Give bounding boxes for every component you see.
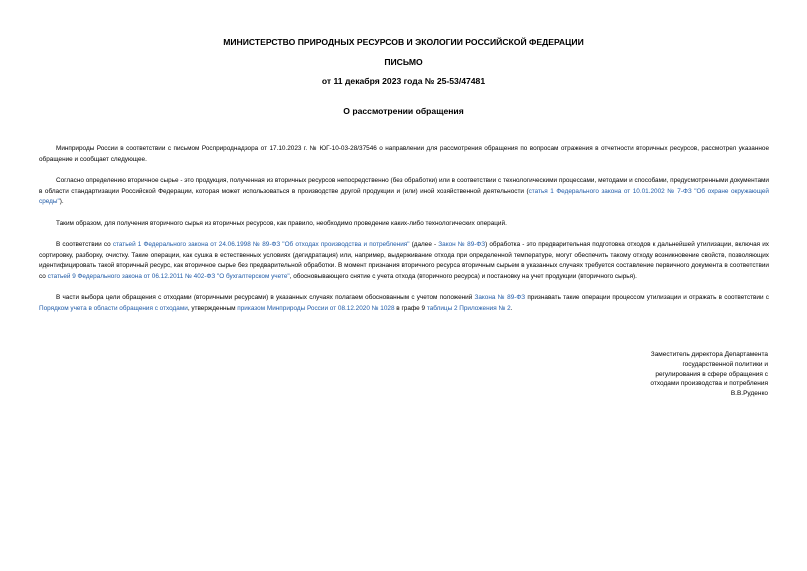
paragraph-2 bbox=[39, 176, 769, 208]
ministry-name: МИНИСТЕРСТВО ПРИРОДНЫХ РЕСУРСОВ И ЭКОЛОГИИ РОССИЙСКОЙ ФЕДЕРАЦИИ bbox=[223, 37, 584, 47]
waste-accounting-procedure-link[interactable]: Порядком учета в области обращения с отходами bbox=[39, 304, 188, 312]
paragraph-text: в графе 9 bbox=[394, 304, 427, 312]
document-date-number: от 11 декабря 2023 года № 25-53/47481 bbox=[321, 76, 486, 86]
paragraph-text: В части выбора цели обращения с отходами (вторичными ресурсами) в указанных случаях полагаем обоснованным с учетом положений bbox=[56, 294, 475, 301]
paragraph-4 bbox=[39, 240, 769, 282]
document-subject: О рассмотрении обращения bbox=[343, 106, 464, 116]
signatory-position-line: государственной политики и bbox=[682, 360, 768, 368]
paragraph-3 bbox=[39, 219, 769, 230]
paragraph-text: . bbox=[510, 304, 513, 312]
order-1028-link[interactable]: приказом Минприроды России от 08.12.2020 № 1028 bbox=[237, 304, 395, 312]
paragraph-text: ). bbox=[59, 198, 64, 205]
paragraph-text: Согласно определению вторичное сырье - это продукция, полученная из вторичных ресурсов непосредственно (без обработки) или в соответствии с технологическими процессами, методами и способами, предусмотренными документами в области стандартизации Российской Федерации, которая может использоваться в производстве другой продукции и (или) иной хозяйственной деятельности ( bbox=[39, 177, 769, 195]
law-402fz-article-9-link[interactable]: статьей 9 Федерального закона от 06.12.2011 № 402-ФЗ "О бухгалтерском учете" bbox=[47, 272, 290, 280]
signatory-position-line: отходами производства и потребления bbox=[650, 380, 768, 388]
law-89fz-link[interactable]: Закона № 89-ФЗ bbox=[474, 294, 526, 301]
paragraph-text: В соответствии со bbox=[56, 241, 113, 248]
table-2-appendix-2-link[interactable]: таблицы 2 Приложения № 2 bbox=[426, 304, 511, 312]
letter-body bbox=[39, 144, 769, 325]
signatory-position-line: регулирования в сфере обращения с bbox=[655, 370, 768, 378]
law-7fz-article-1-link[interactable]: статья 1 Федерального закона от 10.01.2002 № 7-ФЗ "Об охране окружающей среды" bbox=[39, 187, 770, 205]
signature-block bbox=[598, 350, 768, 399]
paragraph-5 bbox=[39, 293, 769, 314]
paragraph-text: признавать такие операции процессом утилизации и отражать в соответствии с bbox=[525, 294, 769, 301]
law-89fz-link[interactable]: Закон № 89-ФЗ bbox=[438, 241, 486, 248]
paragraph-text: Таким образом, для получения вторичного сырья из вторичных ресурсов, как правило, необходимо проведение каких-либо технологических операций. bbox=[56, 219, 507, 227]
paragraph-text: , утвержденным bbox=[187, 304, 238, 312]
paragraph-text: ) обработка - это предварительная подготовка отходов к дальнейшей утилизации, включая их сортировку, разборку, очистку. Такие операции, как сушка в естественных условиях (дегидратация) или, например, выдерживание отхода при определенной температуре, могут обеспечить такому отходу возникновение свойств, позволяющих идентифицировать такой вторичный ресурс, как вторичное сырье без предварительной обработки. В момент признания вторичного ресурса вторичным сырьем в указанных случаях требуется составление первичного документа в соответствии со bbox=[39, 241, 769, 280]
signatory-name: В.В.Руденко bbox=[730, 390, 768, 398]
law-89fz-article-1-link[interactable]: статьей 1 Федерального закона от 24.06.1998 № 89-ФЗ "Об отходах производства и потребления" bbox=[112, 241, 410, 248]
paragraph-text: , обосновывающего снятие с учета отхода (вторичного ресурса) и постановку на учет продукции (вторичного сырья). bbox=[289, 272, 637, 280]
paragraph-text: Минприроды России в соответствии с письмом Росприроднадзора от 17.10.2023 г. № ЮГ-10-03-28/37546 о направлении для рассмотрения обращения по вопросам отражения в отчетности вторичных ресурсов, рассмотрел указанное обращение и сообщает следующее. bbox=[39, 145, 769, 163]
signatory-position-line: Заместитель директора Департамента bbox=[650, 351, 768, 358]
document-type: ПИСЬМО bbox=[384, 57, 423, 67]
paragraph-text: (далее - bbox=[409, 241, 439, 248]
paragraph-1 bbox=[39, 144, 769, 165]
